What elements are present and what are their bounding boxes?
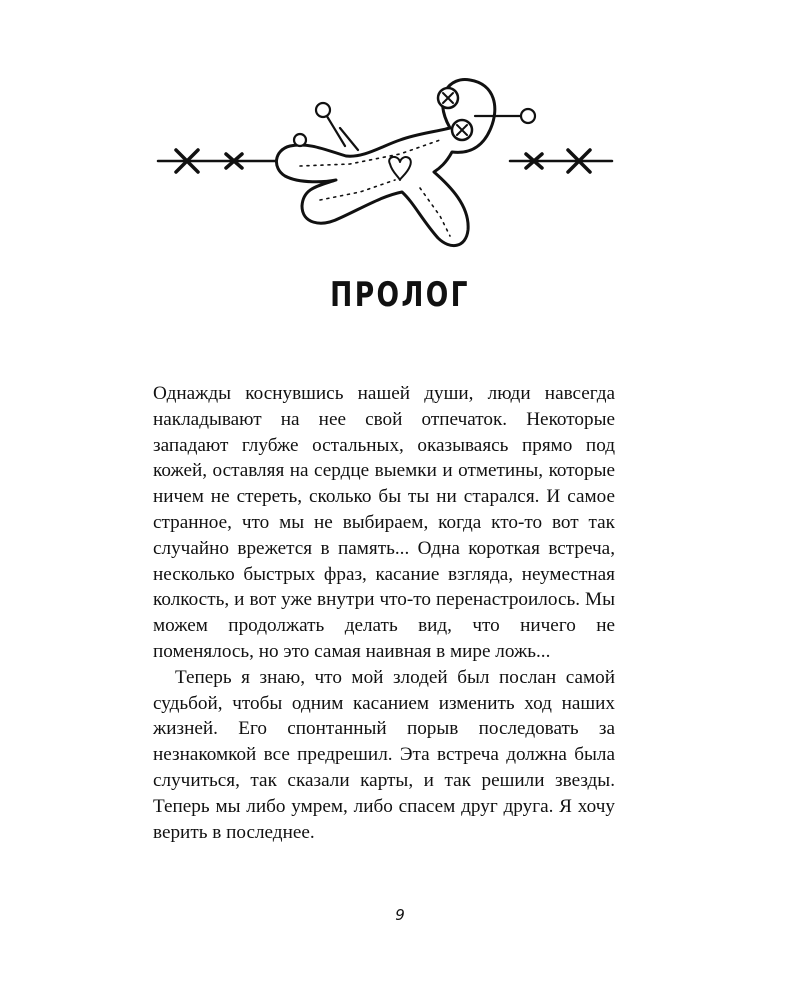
chapter-body [153, 381, 615, 845]
page-number: 9 [395, 906, 405, 924]
paragraph: Однажды коснувшись нашей души, люди навсегда накладывают на нее свой отпечаток. Некоторые западают глубже остальных, оказываясь прямо под кожей, оставляя на сердце выемки и отметины, которые ничем не стереть, сколько бы ты ни старался. И самое странное, что мы не выбираем, когда кто-то вот так случайно врежется в память... Одна короткая встреча, несколько быстрых фраз, касание взгляда, неуместная колкость, и вот уже внутри что-то перенастроилось. Мы можем продолжать делать вид, что ничего не поменялось, но это самая наивная в мире ложь... [153, 383, 615, 662]
chapter-title: ПРОЛОГ [330, 275, 470, 315]
paragraph: Теперь я знаю, что мой злодей был послан самой судьбой, чтобы одним касанием изменить ход наших жизней. Его спонтанный порыв последовать за незнакомкой все предрешил. Эта встреча должна была случиться, так сказали карты, и так решили звезды. Теперь мы либо умрем, либо спасем друг друга. Я хочу верить в последнее. [153, 666, 615, 843]
voodoo-doll-illustration [150, 68, 650, 258]
voodoo-doll-icon [150, 68, 650, 258]
